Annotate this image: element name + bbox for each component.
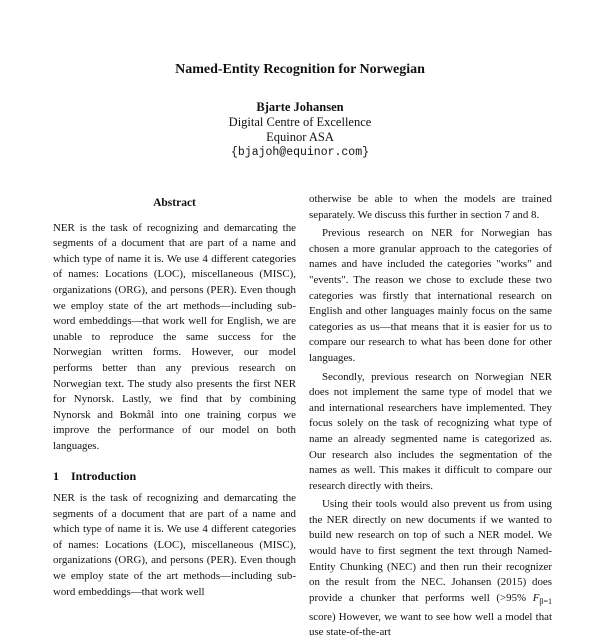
- section-number: 1: [53, 468, 59, 483]
- paragraph-continuation: otherwise be able to when the models are trained separately. We discuss this further in section 7 and 8.: [309, 193, 552, 221]
- left-column: [53, 196, 296, 600]
- paragraph-secondly: Secondly, previous research on Norwegian NER does not implement the same type of model that we and international researchers have implemented. They focus solely on the task of recognizing what type of name an already segmented name is categorized as. Our research also includes the segmentation of the names as well. This makes it difficult to compare our research directly with theirs.: [309, 370, 552, 492]
- f-score-subscript: β=1: [539, 597, 552, 607]
- paper-title: Named-Entity Recognition for Norwegian: [175, 62, 425, 77]
- introduction-paragraph: NER is the task of recognizing and demarcating the segments of a document that are part of a name and which type of name it is. We use 4 different categories of names: Locations (LOC), miscellaneous (MISC), organizations (ORG), and persons (PER). Even though we employ state of the art methods—including sub-word embeddings—that work well: [53, 492, 296, 598]
- author-affiliation-1: Digital Centre of Excellence: [228, 115, 372, 129]
- author-affiliation-2: Equinor ASA: [266, 130, 334, 144]
- author-block: [0, 100, 600, 160]
- author-name: Bjarte Johansen: [256, 100, 344, 114]
- abstract-heading: Abstract: [153, 197, 196, 209]
- author-email: {bjajoh@equinor.com}: [230, 146, 370, 159]
- paragraph-using-tools: [309, 497, 552, 641]
- section-heading-introduction: [53, 469, 296, 485]
- f-score-symbol: F: [532, 591, 540, 604]
- paragraph-text-part: score) However, we want to see how well a model that use state-of-the-art: [309, 610, 552, 639]
- paragraph-previous-research: Previous research on NER for Norwegian has chosen a more granular approach to the categories of names and have included the categories "works" and "events". The reason we chose to exclude these two categories was firstly that international research on English and other languages mainly focus on the same categories as us—that means that it is easier for us to compare our research to what has been done for other languages.: [309, 227, 552, 364]
- section-title: Introduction: [71, 468, 137, 483]
- abstract-text: NER is the task of recognizing and demarcating the segments of a document that are part of a name and which type of name it is. We use 4 different categories of names: Locations (LOC), miscellaneous (MISC), organizations (ORG), and persons (PER). Even though we employ state of the art methods—including sub-word embeddings—that work well for English, we are unable to reproduce the same success for the Norwegian written forms. However, our model performs better than any previous research on Norwegian text. The study also presents the first NER for Nynorsk. Lastly, we find that by combining Nynorsk and Bokmål into one training corpus we improve the performance of our model on both languages.: [53, 221, 296, 452]
- right-column: [309, 192, 552, 641]
- paragraph-text-part: Using their tools would also prevent us from using the NER directly on new documents if we wanted to build new research on top of such a NER model. We would have to first segment the text through Named-Entity Chunking (NEC) and then run their recognizer on the result from the NEC. Johansen (2015) does provide a chunker that performs well (>95%: [309, 498, 552, 604]
